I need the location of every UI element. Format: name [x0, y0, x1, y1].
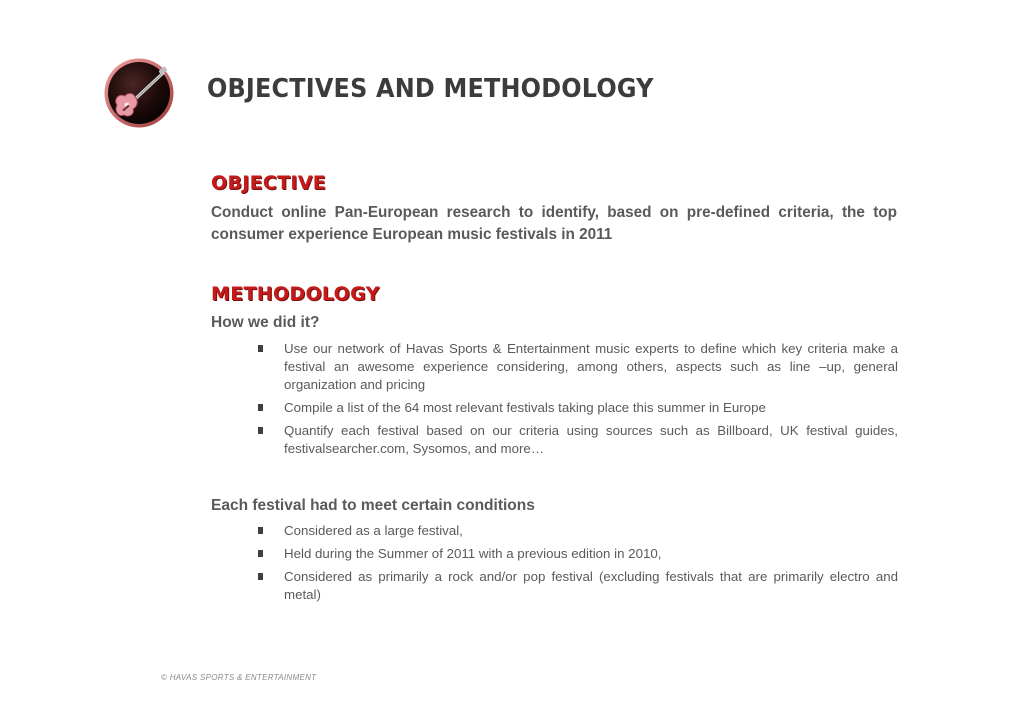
footer-copyright: © HAVAS SPORTS & ENTERTAINMENT: [161, 673, 317, 682]
methodology-heading: METHODOLOGY: [211, 283, 380, 305]
list-item: [258, 545, 898, 563]
bullet-text: Considered as a large festival,: [284, 523, 463, 538]
electric-guitar-icon: [103, 57, 175, 129]
bullet-icon: [258, 427, 263, 434]
list-item: [258, 568, 898, 604]
bullet-icon: [258, 404, 263, 411]
bullet-text: Considered as primarily a rock and/or pop festival (excluding festivals that are primarily electro and metal): [284, 569, 898, 602]
bullet-text: Held during the Summer of 2011 with a previous edition in 2010,: [284, 546, 662, 561]
conditions-subheading: Each festival had to meet certain conditions: [211, 497, 535, 514]
conditions-bullet-list: [258, 522, 898, 609]
objective-heading: OBJECTIVE: [211, 172, 327, 194]
bullet-text: Use our network of Havas Sports & Entertainment music experts to define which key criteria make a festival an awesome experience considering, among others, aspects such as line –up, general organization and pricing: [284, 341, 898, 392]
list-item: [258, 340, 898, 394]
methodology-subheading: How we did it?: [211, 314, 320, 331]
page-title: OBJECTIVES AND METHODOLOGY: [207, 74, 654, 104]
bullet-text: Compile a list of the 64 most relevant festivals taking place this summer in Europe: [284, 400, 766, 415]
list-item: [258, 399, 898, 417]
bullet-icon: [258, 345, 263, 352]
bullet-text: Quantify each festival based on our criteria using sources such as Billboard, UK festival guides, festivalsearcher.com, Sysomos, and more…: [284, 423, 898, 456]
objective-text: Conduct online Pan-European research to identify, based on pre-defined criteria, the top consumer experience European music festivals in 2011: [211, 204, 897, 243]
bullet-icon: [258, 550, 263, 557]
bullet-icon: [258, 527, 263, 534]
list-item: [258, 422, 898, 458]
list-item: [258, 522, 898, 540]
bullet-icon: [258, 573, 263, 580]
methodology-bullet-list: [258, 340, 898, 463]
